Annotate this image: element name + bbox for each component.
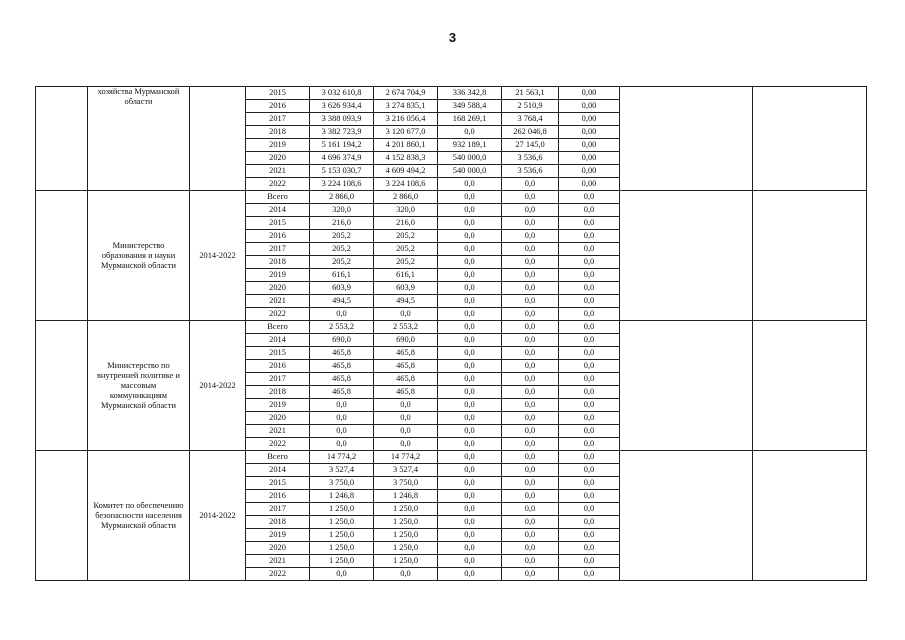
- value-cell: 0,0: [438, 438, 502, 451]
- empty-cell: [753, 451, 867, 581]
- value-cell: 0,0: [438, 555, 502, 568]
- organization-name: Министерство образования и науки Мурманской области: [88, 191, 190, 321]
- value-cell: 3 120 677,0: [374, 126, 438, 139]
- value-cell: 3 750,0: [310, 477, 374, 490]
- value-cell: 0,0: [502, 295, 559, 308]
- value-cell: 0,0: [502, 503, 559, 516]
- value-cell: 0,00: [559, 100, 620, 113]
- value-cell: 0,0: [502, 243, 559, 256]
- blank-cell: [36, 87, 88, 191]
- year-cell: 2021: [246, 425, 310, 438]
- value-cell: 3 750,0: [374, 477, 438, 490]
- value-cell: 0,0: [374, 438, 438, 451]
- year-cell: 2015: [246, 87, 310, 100]
- value-cell: 2 866,0: [310, 191, 374, 204]
- blank-cell: [36, 191, 88, 321]
- value-cell: 0,0: [438, 334, 502, 347]
- value-cell: 0,0: [559, 490, 620, 503]
- value-cell: 3 536,6: [502, 165, 559, 178]
- value-cell: 0,0: [502, 438, 559, 451]
- value-cell: 2 510,9: [502, 100, 559, 113]
- year-cell: 2022: [246, 438, 310, 451]
- value-cell: 0,0: [559, 516, 620, 529]
- value-cell: 205,2: [310, 230, 374, 243]
- value-cell: 0,0: [502, 204, 559, 217]
- value-cell: 3 216 056,4: [374, 113, 438, 126]
- value-cell: 0,0: [559, 308, 620, 321]
- value-cell: 0,0: [559, 555, 620, 568]
- value-cell: 0,00: [559, 165, 620, 178]
- value-cell: 2 553,2: [310, 321, 374, 334]
- value-cell: 540 000,0: [438, 165, 502, 178]
- year-cell: 2015: [246, 477, 310, 490]
- value-cell: 0,0: [559, 412, 620, 425]
- value-cell: 1 250,0: [374, 529, 438, 542]
- value-cell: 0,0: [559, 269, 620, 282]
- year-cell: 2016: [246, 100, 310, 113]
- year-cell: Всего: [246, 191, 310, 204]
- empty-cell: [620, 451, 753, 581]
- value-cell: 0,0: [502, 464, 559, 477]
- empty-cell: [753, 87, 867, 191]
- value-cell: 3 388 093,9: [310, 113, 374, 126]
- year-cell: 2017: [246, 113, 310, 126]
- value-cell: 0,0: [438, 451, 502, 464]
- value-cell: 616,1: [374, 269, 438, 282]
- value-cell: 21 563,1: [502, 87, 559, 100]
- year-cell: 2016: [246, 360, 310, 373]
- value-cell: 5 161 194,2: [310, 139, 374, 152]
- value-cell: 0,0: [438, 360, 502, 373]
- value-cell: 0,0: [438, 308, 502, 321]
- value-cell: 0,0: [502, 399, 559, 412]
- value-cell: 1 250,0: [374, 555, 438, 568]
- table-row: [36, 87, 867, 100]
- blank-cell: [36, 451, 88, 581]
- value-cell: 0,0: [502, 412, 559, 425]
- value-cell: 0,00: [559, 178, 620, 191]
- value-cell: 349 588,4: [438, 100, 502, 113]
- year-cell: 2014: [246, 204, 310, 217]
- value-cell: 0,0: [502, 516, 559, 529]
- value-cell: 3 274 835,1: [374, 100, 438, 113]
- value-cell: 603,9: [374, 282, 438, 295]
- value-cell: 0,0: [438, 373, 502, 386]
- value-cell: 262 046,8: [502, 126, 559, 139]
- year-cell: 2019: [246, 139, 310, 152]
- value-cell: 0,0: [438, 269, 502, 282]
- value-cell: 3 768,4: [502, 113, 559, 126]
- value-cell: 0,0: [310, 308, 374, 321]
- value-cell: 0,0: [502, 308, 559, 321]
- value-cell: 0,0: [559, 191, 620, 204]
- period-cell: 2014-2022: [190, 191, 246, 321]
- value-cell: 932 189,1: [438, 139, 502, 152]
- value-cell: 0,0: [559, 360, 620, 373]
- empty-cell: [620, 191, 753, 321]
- value-cell: 0,0: [559, 347, 620, 360]
- value-cell: 205,2: [310, 256, 374, 269]
- value-cell: 0,0: [438, 412, 502, 425]
- year-cell: 2019: [246, 399, 310, 412]
- value-cell: 0,0: [559, 542, 620, 555]
- value-cell: 27 145,0: [502, 139, 559, 152]
- value-cell: 465,8: [310, 360, 374, 373]
- value-cell: 0,0: [438, 256, 502, 269]
- value-cell: 0,0: [559, 399, 620, 412]
- organization-name: Комитет по обеспечению безопасности населения Мурманской области: [88, 451, 190, 581]
- value-cell: 0,00: [559, 87, 620, 100]
- year-cell: 2020: [246, 542, 310, 555]
- value-cell: 0,00: [559, 113, 620, 126]
- value-cell: 0,0: [374, 399, 438, 412]
- value-cell: 3 536,6: [502, 152, 559, 165]
- year-cell: 2018: [246, 516, 310, 529]
- value-cell: 465,8: [310, 386, 374, 399]
- value-cell: 320,0: [374, 204, 438, 217]
- value-cell: 0,0: [502, 529, 559, 542]
- value-cell: 205,2: [310, 243, 374, 256]
- value-cell: 4 152 838,3: [374, 152, 438, 165]
- year-cell: 2019: [246, 529, 310, 542]
- value-cell: 465,8: [310, 373, 374, 386]
- value-cell: 0,0: [310, 425, 374, 438]
- value-cell: 336 342,8: [438, 87, 502, 100]
- table-row: [36, 321, 867, 334]
- value-cell: 0,0: [502, 425, 559, 438]
- year-cell: 2020: [246, 152, 310, 165]
- value-cell: 0,0: [502, 178, 559, 191]
- value-cell: 0,0: [438, 568, 502, 581]
- value-cell: 1 250,0: [310, 516, 374, 529]
- year-cell: Всего: [246, 321, 310, 334]
- value-cell: 205,2: [374, 243, 438, 256]
- value-cell: 216,0: [374, 217, 438, 230]
- value-cell: 0,0: [502, 191, 559, 204]
- value-cell: 14 774,2: [310, 451, 374, 464]
- value-cell: 0,0: [438, 191, 502, 204]
- value-cell: 0,0: [559, 451, 620, 464]
- year-cell: 2019: [246, 269, 310, 282]
- year-cell: 2020: [246, 282, 310, 295]
- value-cell: 0,0: [559, 529, 620, 542]
- value-cell: 690,0: [374, 334, 438, 347]
- value-cell: 0,0: [374, 308, 438, 321]
- value-cell: 0,0: [502, 477, 559, 490]
- empty-cell: [753, 321, 867, 451]
- value-cell: 0,0: [559, 425, 620, 438]
- year-cell: 2021: [246, 165, 310, 178]
- table-row: [36, 191, 867, 204]
- value-cell: 4 609 494,2: [374, 165, 438, 178]
- value-cell: 0,0: [502, 490, 559, 503]
- period-cell: 2014-2022: [190, 451, 246, 581]
- value-cell: 0,0: [438, 477, 502, 490]
- year-cell: 2017: [246, 243, 310, 256]
- value-cell: 465,8: [374, 373, 438, 386]
- value-cell: 2 674 704,9: [374, 87, 438, 100]
- value-cell: 0,0: [438, 230, 502, 243]
- value-cell: 3 626 934,4: [310, 100, 374, 113]
- value-cell: 0,0: [502, 568, 559, 581]
- value-cell: 0,0: [438, 178, 502, 191]
- value-cell: 0,0: [438, 282, 502, 295]
- value-cell: 3 527,4: [310, 464, 374, 477]
- value-cell: 0,0: [502, 256, 559, 269]
- value-cell: 3 224 108,6: [310, 178, 374, 191]
- value-cell: 0,0: [502, 282, 559, 295]
- value-cell: 0,0: [438, 529, 502, 542]
- value-cell: 3 224 108,6: [374, 178, 438, 191]
- year-cell: 2017: [246, 503, 310, 516]
- value-cell: 0,0: [438, 386, 502, 399]
- value-cell: 1 250,0: [374, 516, 438, 529]
- value-cell: 690,0: [310, 334, 374, 347]
- year-cell: 2014: [246, 334, 310, 347]
- value-cell: 0,0: [559, 282, 620, 295]
- value-cell: 0,0: [559, 256, 620, 269]
- value-cell: 0,0: [559, 230, 620, 243]
- value-cell: 0,0: [502, 269, 559, 282]
- value-cell: 0,0: [559, 464, 620, 477]
- year-cell: 2017: [246, 373, 310, 386]
- organization-name: хозяйства Мурманской области: [88, 87, 190, 191]
- year-cell: 2016: [246, 230, 310, 243]
- value-cell: 4 201 860,1: [374, 139, 438, 152]
- value-cell: 0,0: [438, 399, 502, 412]
- year-cell: 2015: [246, 217, 310, 230]
- value-cell: 14 774,2: [374, 451, 438, 464]
- value-cell: 0,0: [502, 217, 559, 230]
- value-cell: 0,0: [310, 568, 374, 581]
- empty-cell: [620, 321, 753, 451]
- value-cell: 0,0: [438, 347, 502, 360]
- value-cell: 1 246,8: [310, 490, 374, 503]
- value-cell: 0,0: [502, 386, 559, 399]
- value-cell: 0,0: [502, 230, 559, 243]
- value-cell: 465,8: [310, 347, 374, 360]
- year-cell: Всего: [246, 451, 310, 464]
- value-cell: 168 269,1: [438, 113, 502, 126]
- value-cell: 2 866,0: [374, 191, 438, 204]
- value-cell: 0,0: [502, 360, 559, 373]
- table-body: [36, 87, 867, 581]
- value-cell: 0,0: [438, 542, 502, 555]
- value-cell: 1 246,8: [374, 490, 438, 503]
- value-cell: 0,0: [374, 425, 438, 438]
- value-cell: 0,00: [559, 139, 620, 152]
- year-cell: 2022: [246, 308, 310, 321]
- value-cell: 0,0: [502, 373, 559, 386]
- value-cell: 0,0: [438, 217, 502, 230]
- value-cell: 0,0: [502, 555, 559, 568]
- value-cell: 0,0: [502, 347, 559, 360]
- value-cell: 494,5: [310, 295, 374, 308]
- value-cell: 205,2: [374, 256, 438, 269]
- period-cell: [190, 87, 246, 191]
- value-cell: 1 250,0: [310, 542, 374, 555]
- value-cell: 0,0: [559, 204, 620, 217]
- value-cell: 465,8: [374, 347, 438, 360]
- page-number: 3: [448, 30, 457, 45]
- year-cell: 2018: [246, 386, 310, 399]
- value-cell: 3 382 723,9: [310, 126, 374, 139]
- value-cell: 0,00: [559, 152, 620, 165]
- value-cell: 0,0: [438, 321, 502, 334]
- value-cell: 603,9: [310, 282, 374, 295]
- value-cell: 0,0: [310, 399, 374, 412]
- value-cell: 0,0: [559, 217, 620, 230]
- value-cell: 3 032 610,8: [310, 87, 374, 100]
- empty-cell: [620, 87, 753, 191]
- year-cell: 2022: [246, 568, 310, 581]
- value-cell: 3 527,4: [374, 464, 438, 477]
- value-cell: 1 250,0: [310, 503, 374, 516]
- value-cell: 0,0: [438, 464, 502, 477]
- empty-cell: [753, 191, 867, 321]
- value-cell: 0,0: [559, 503, 620, 516]
- value-cell: 205,2: [374, 230, 438, 243]
- value-cell: 0,0: [502, 542, 559, 555]
- value-cell: 0,0: [502, 321, 559, 334]
- year-cell: 2021: [246, 555, 310, 568]
- value-cell: 0,00: [559, 126, 620, 139]
- value-cell: 216,0: [310, 217, 374, 230]
- value-cell: 0,0: [559, 321, 620, 334]
- value-cell: 0,0: [559, 477, 620, 490]
- value-cell: 0,0: [502, 451, 559, 464]
- value-cell: 0,0: [559, 373, 620, 386]
- year-cell: 2015: [246, 347, 310, 360]
- year-cell: 2018: [246, 256, 310, 269]
- value-cell: 0,0: [559, 295, 620, 308]
- value-cell: 2 553,2: [374, 321, 438, 334]
- value-cell: 0,0: [559, 334, 620, 347]
- value-cell: 494,5: [374, 295, 438, 308]
- value-cell: 465,8: [374, 386, 438, 399]
- value-cell: 0,0: [438, 204, 502, 217]
- value-cell: 0,0: [559, 243, 620, 256]
- year-cell: 2016: [246, 490, 310, 503]
- value-cell: 0,0: [438, 425, 502, 438]
- value-cell: 5 153 030,7: [310, 165, 374, 178]
- organization-name: Министерство по внутренней политике и массовым коммуникациям Мурманской области: [88, 321, 190, 451]
- value-cell: 0,0: [502, 334, 559, 347]
- value-cell: 0,0: [559, 386, 620, 399]
- value-cell: 465,8: [374, 360, 438, 373]
- year-cell: 2014: [246, 464, 310, 477]
- value-cell: 0,0: [438, 295, 502, 308]
- year-cell: 2021: [246, 295, 310, 308]
- value-cell: 0,0: [559, 568, 620, 581]
- value-cell: 0,0: [438, 243, 502, 256]
- value-cell: 0,0: [438, 516, 502, 529]
- value-cell: 1 250,0: [374, 503, 438, 516]
- table-row: [36, 451, 867, 464]
- value-cell: 616,1: [310, 269, 374, 282]
- value-cell: 0,0: [374, 568, 438, 581]
- value-cell: 540 000,0: [438, 152, 502, 165]
- period-cell: 2014-2022: [190, 321, 246, 451]
- value-cell: 0,0: [559, 438, 620, 451]
- value-cell: 0,0: [310, 438, 374, 451]
- value-cell: 1 250,0: [374, 542, 438, 555]
- value-cell: 0,0: [438, 490, 502, 503]
- blank-cell: [36, 321, 88, 451]
- value-cell: 0,0: [310, 412, 374, 425]
- year-cell: 2020: [246, 412, 310, 425]
- funding-table: [35, 86, 867, 581]
- value-cell: 0,0: [438, 503, 502, 516]
- year-cell: 2018: [246, 126, 310, 139]
- value-cell: 1 250,0: [310, 529, 374, 542]
- value-cell: 320,0: [310, 204, 374, 217]
- year-cell: 2022: [246, 178, 310, 191]
- value-cell: 1 250,0: [310, 555, 374, 568]
- value-cell: 0,0: [438, 126, 502, 139]
- value-cell: 0,0: [374, 412, 438, 425]
- value-cell: 4 696 374,9: [310, 152, 374, 165]
